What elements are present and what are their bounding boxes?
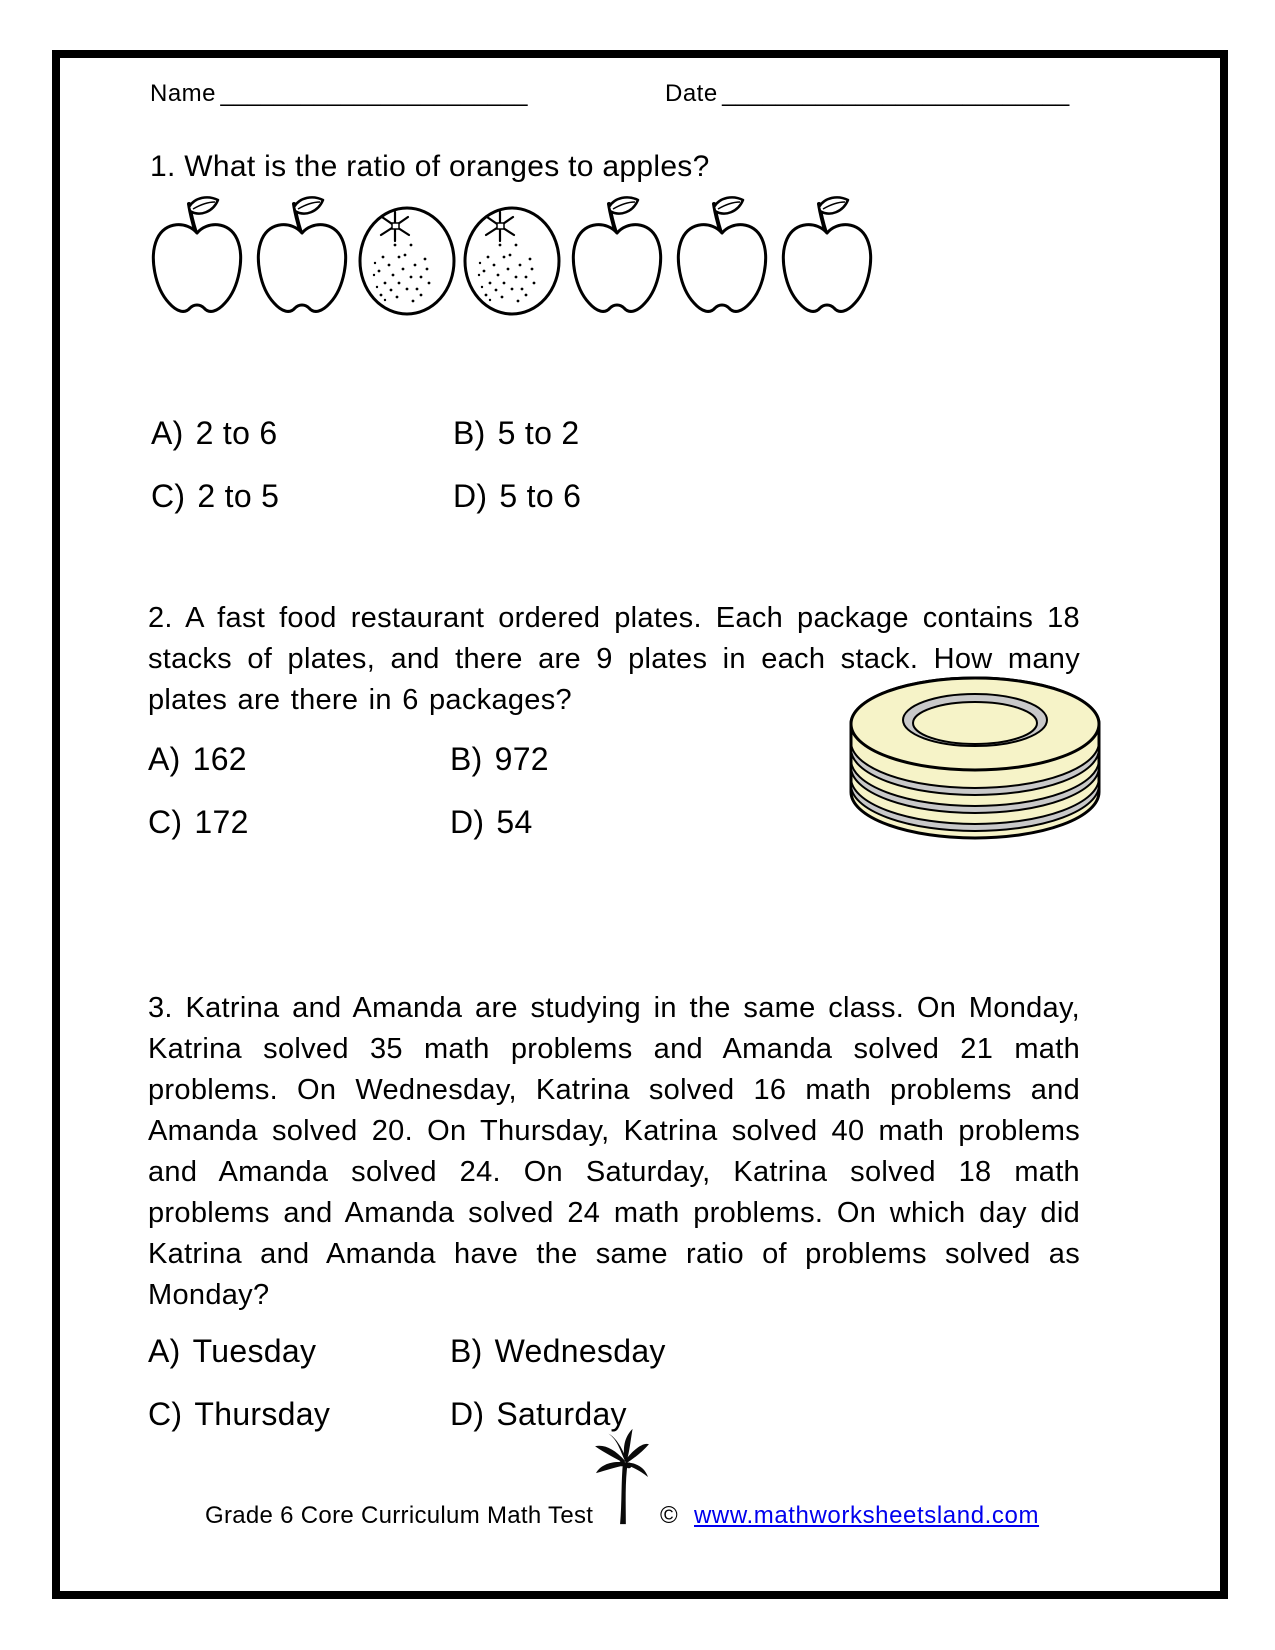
palm-tree-icon — [593, 1426, 651, 1531]
orange-image — [460, 195, 564, 319]
footer-title: Grade 6 Core Curriculum Math Test — [205, 1502, 594, 1529]
worksheet-page — [52, 50, 1228, 1599]
date-blank-line: __________________________ — [722, 80, 1070, 107]
q3-option-a: A) Tuesday — [148, 1333, 317, 1369]
q2-option-c: C) 172 — [148, 804, 249, 840]
apple-image — [565, 195, 669, 319]
question-1-options — [151, 415, 581, 515]
date-label: Date — [665, 80, 718, 107]
orange-image — [355, 195, 459, 319]
q2-option-d: D) 54 — [450, 804, 533, 840]
q1-option-c: C) 2 to 5 — [151, 478, 280, 514]
date-field — [665, 80, 1069, 108]
name-field — [150, 80, 527, 108]
fruit-row — [145, 195, 880, 319]
q1-option-b: B) 5 to 2 — [453, 415, 580, 451]
question-1-title: 1. What is the ratio of oranges to apples? — [150, 150, 710, 183]
question-3-options — [148, 1333, 666, 1433]
question-2-options — [148, 741, 549, 841]
plate-stack-image — [845, 672, 1105, 842]
q2-option-a: A) 162 — [148, 741, 247, 777]
apple-image — [145, 195, 249, 319]
q1-option-a: A) 2 to 6 — [151, 415, 278, 451]
q3-option-c: C) Thursday — [148, 1396, 331, 1432]
q2-option-b: B) 972 — [450, 741, 549, 777]
copyright-symbol: © — [660, 1502, 678, 1529]
name-blank-line: _______________________ — [220, 80, 528, 107]
website-link[interactable]: www.mathworksheetsland.com — [694, 1502, 1040, 1529]
q3-option-d: D) Saturday — [450, 1396, 627, 1432]
q3-option-b: B) Wednesday — [450, 1333, 666, 1369]
q1-option-d: D) 5 to 6 — [453, 478, 582, 514]
name-label: Name — [150, 80, 217, 107]
apple-image — [250, 195, 354, 319]
question-2-text: 2. A fast food restaurant ordered plates. Each package contains 18 stacks of plates, and there are 9 plates in each stack. How many plates are there in 6 packages? — [148, 602, 1080, 716]
apple-image — [775, 195, 879, 319]
apple-image — [670, 195, 774, 319]
question-3-text: 3. Katrina and Amanda are studying in the same class. On Monday, Katrina solved 35 math problems and Amanda solved 21 math problems. On Wednesday, Katrina solved 16 math problems and Amanda solved 20. On Thursday, Katrina solved 40 math problems and Amanda solved 24. On Saturday, Katrina solved 18 math problems and Amanda solved 24 math problems. On which day did Katrina and Amanda have the same ratio of problems solved as Monday? — [148, 992, 1080, 1311]
